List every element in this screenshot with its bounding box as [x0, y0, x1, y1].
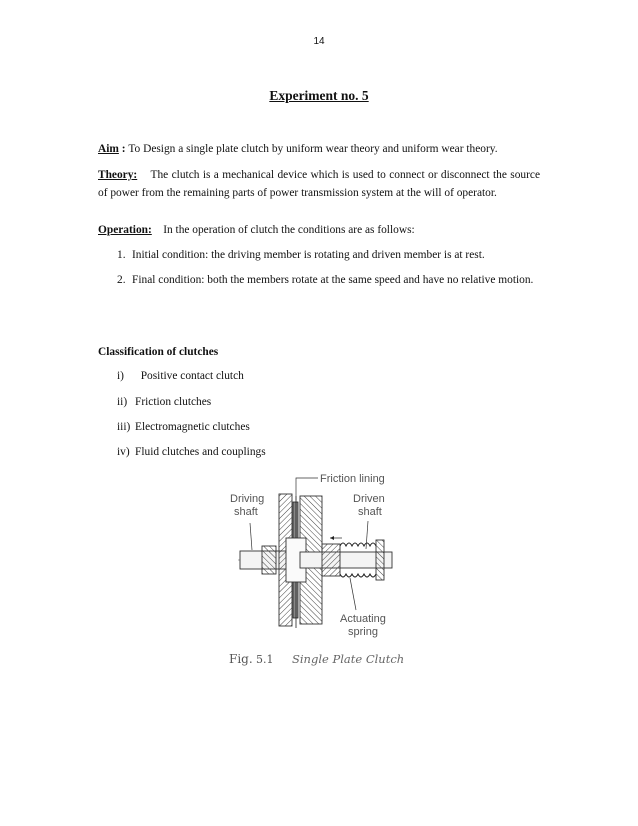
operation-separator: : [148, 224, 152, 236]
list-item-text: Initial condition: the driving member is rotating and driven member is at rest. [132, 249, 485, 261]
aim-paragraph [98, 141, 540, 159]
clutch-diagram [218, 466, 418, 666]
list-item [117, 444, 266, 461]
driving-label-line1: Driving [230, 493, 265, 505]
caption-number: 5.1 [256, 653, 274, 666]
driving-hub [262, 546, 276, 574]
aim-text: To Design a single plate clutch by uniform wear theory and uniform wear theory. [128, 143, 498, 155]
driven-label-line1: Driven [353, 493, 385, 505]
theory-text: The clutch is a mechanical device which is used to connect or disconnect the source of power from the remaining parts of power transmission system at the will of operator. [98, 169, 540, 199]
classification-heading: Classification of clutches [98, 346, 219, 358]
list-item-number: iii) [117, 421, 131, 433]
actuating-label-line2: spring [348, 626, 378, 638]
friction-lining-label: Friction lining [320, 473, 385, 485]
list-item-text: Fluid clutches and couplings [135, 446, 266, 458]
caption-title: Single Plate Clutch [292, 652, 405, 666]
spring-stop [376, 540, 384, 580]
page-number: 14 [313, 36, 325, 47]
list-item [117, 394, 211, 411]
caption-fig: Fig. [229, 652, 253, 666]
list-item-number: iv) [117, 446, 130, 458]
list-item-number: i) [117, 370, 124, 382]
operation-paragraph [98, 222, 540, 240]
list-item [117, 368, 244, 385]
list-item-text: Final condition: both the members rotate at the same speed and have no relative motion. [132, 274, 534, 286]
list-item-text: Positive contact clutch [140, 370, 244, 382]
list-item-number: ii) [117, 396, 128, 408]
list-item-text: Friction clutches [135, 396, 212, 408]
list-item [117, 272, 540, 290]
page-title: Experiment no. 5 [269, 88, 369, 103]
driving-leader [250, 523, 252, 550]
sliding-collar [322, 544, 340, 576]
theory-paragraph [98, 167, 540, 202]
aim-separator: : [118, 143, 129, 155]
list-item-number: 2. [117, 274, 126, 286]
operation-label: Operation [98, 224, 148, 236]
aim-label: Aim [98, 143, 119, 155]
driven-leader [366, 521, 368, 549]
list-item [117, 247, 540, 265]
list-item [117, 419, 250, 436]
operation-text: In the operation of clutch the conditions are as follows: [163, 224, 415, 236]
actuating-label-line1: Actuating [340, 613, 386, 625]
driven-label-line2: shaft [358, 506, 382, 518]
list-item-text: Electromagnetic clutches [135, 421, 250, 433]
list-item-number: 1. [117, 249, 126, 261]
theory-label: Theory: [98, 169, 138, 181]
driving-label-line2: shaft [234, 506, 258, 518]
spring-leader [350, 578, 356, 610]
